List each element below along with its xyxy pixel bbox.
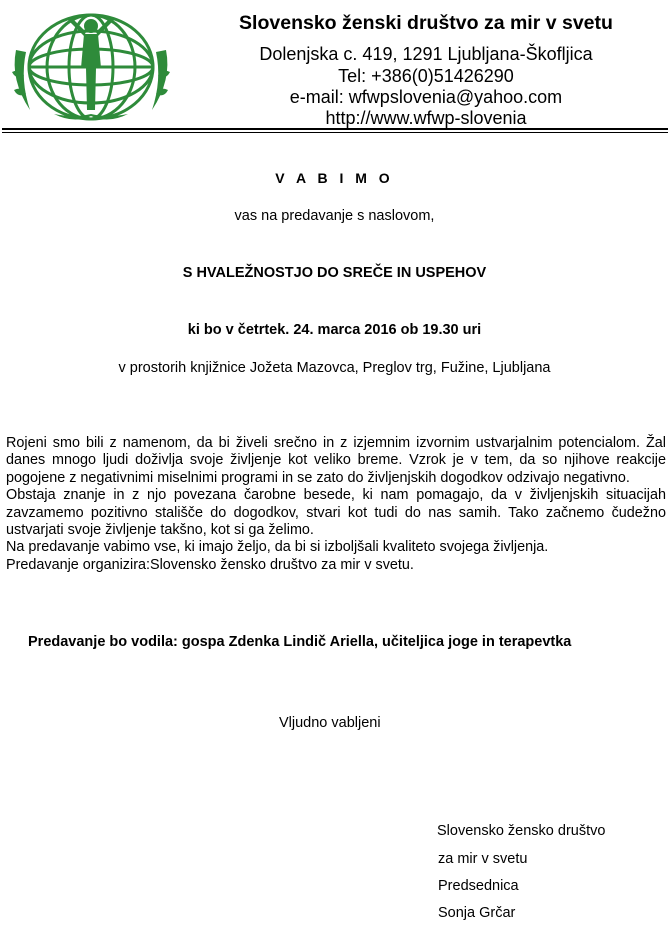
header-divider-thick [2,128,668,130]
signature-role: Predsednica [438,878,519,894]
description-body [6,435,666,574]
paragraph: Obstaja znanje in z njo povezana čarobne besede, ki nam pomagajo, da v življenjskih situacijah zavzamemo pozitivno stališče do dogodkov, stvari kot tudi do nas samih. Tako začnemo čudežno ustvarjati svoje življenje takšno, kot si ga želimo. [6,487,666,539]
lecturer-line: Predavanje bo vodila: gospa Zdenka Lindič Ariella, učiteljica joge in terapevtka [28,634,572,650]
signature-org-line1: Slovensko žensko društvo [437,823,606,839]
lecture-title: S HVALEŽNOSTJO DO SREČE IN USPEHOV [182,265,487,281]
event-location: v prostorih knjižnice Jožeta Mazovca, Preglov trg, Fužine, Ljubljana [118,360,551,376]
email: e-mail: wfwpslovenia@yahoo.com [289,87,563,107]
closing-regards: Vljudno vabljeni [279,715,381,731]
invite-subtitle: vas na predavanje s naslovom, [234,208,435,224]
phone: Tel: +386(0)51426290 [338,66,514,86]
paragraph: Predavanje organizira:Slovensko žensko društvo za mir v svetu. [6,556,414,573]
globe-with-figure-logo [6,10,176,124]
organization-name: Slovensko ženski društvo za mir v svetu [239,12,613,34]
signature-org-line2: za mir v svetu [438,851,528,867]
signature-name: Sonja Grčar [438,905,516,921]
paragraph: Na predavanje vabimo vse, ki imajo željo, da bi si izboljšali kvaliteto svojega življenja. [6,539,549,556]
header-divider-thin [2,132,668,133]
address: Dolenjska c. 419, 1291 Ljubljana-Škofljica [259,44,593,64]
invite-heading: V A B I M O [275,170,394,186]
website-link[interactable]: http://www.wfwp-slovenia [325,108,527,128]
event-date-time: ki bo v četrtek. 24. marca 2016 ob 19.30 uri [187,322,482,338]
paragraph: Rojeni smo bili z namenom, da bi živeli srečno in z izjemnim izvornim ustvarjalnim potencialom. Žal danes mnogo ljudi doživlja svoje življenje kot veliko breme. Vzrok je v tem, da so njihove reakcije pogojene z negativnimi miselnimi programi in se zato do življenjskih dogodkov odzivajo negativno. [6,435,666,486]
